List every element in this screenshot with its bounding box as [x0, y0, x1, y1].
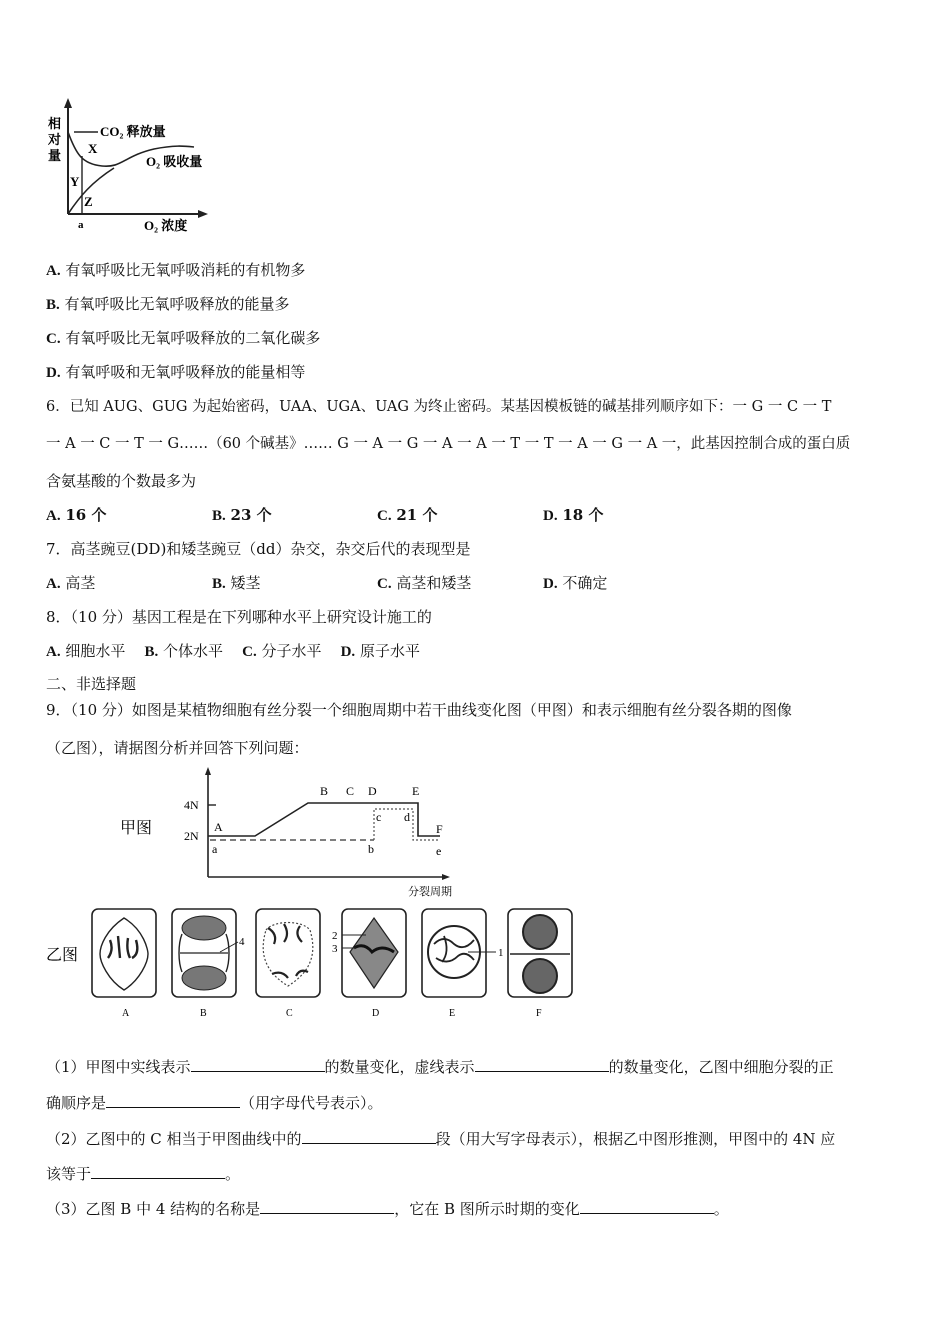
q9-sub1-line1: （1）甲图中实线表示 的数量变化，虚线表示 的数量变化，乙图中细胞分裂的正	[46, 1055, 834, 1077]
q9-stem-line1: 9．（10 分）如图是某植物细胞有丝分裂一个细胞周期中若干曲线变化图（甲图）和表示细胞有丝分裂各期的图像	[46, 701, 792, 719]
y-label-1: 相	[48, 116, 62, 131]
q6-option-d: D. 18 个	[543, 506, 604, 524]
cell-label-c: C	[286, 1008, 293, 1019]
cell-label-e: E	[449, 1008, 456, 1019]
q5-option-b: B. 有氧呼吸比无氧呼吸释放的能量多	[46, 295, 290, 313]
svg-text:B: B	[320, 784, 329, 798]
cell-label-d: D	[372, 1008, 380, 1019]
section-title: 二、非选择题	[46, 675, 137, 693]
yi-title: 乙图	[46, 947, 79, 964]
y-label-3: 量	[48, 148, 62, 163]
marker-1: 1	[498, 947, 504, 959]
label-z: Z	[84, 194, 93, 209]
q7-option-c: C. 高茎和矮茎	[377, 574, 472, 592]
svg-text:d: d	[404, 810, 410, 824]
q8-stem: 8．（10 分）基因工程是在下列哪种水平上研究设计施工的	[46, 608, 432, 626]
cell-label-a: A	[122, 1008, 130, 1019]
svg-text:F: F	[436, 822, 443, 836]
q7-option-d: D. 不确定	[543, 574, 608, 592]
q5-option-a: A. 有氧呼吸比无氧呼吸消耗的有机物多	[46, 261, 306, 279]
q9-sub2-line1: （2）乙图中的 C 相当于甲图曲线中的 段（用大写字母表示），根据乙中图形推测，甲图中的 4N 应	[46, 1127, 835, 1149]
svg-text:c: c	[376, 810, 382, 824]
marker-4: 4	[239, 936, 245, 948]
svg-text:C: C	[346, 784, 355, 798]
q9-sub3-line: （3）乙图 B 中 4 结构的名称是 ，它在 B 图所示时期的变化 。	[46, 1197, 729, 1219]
svg-text:E: E	[412, 784, 420, 798]
q6-stem-line3: 含氨基酸的个数最多为	[46, 472, 197, 490]
svg-text:e: e	[436, 844, 442, 858]
q7-option-a: A. 高茎	[46, 574, 96, 592]
tick-2n: 2N	[184, 829, 199, 843]
y-label-2: 对	[48, 132, 62, 147]
answer-blank-3[interactable]	[106, 1091, 240, 1108]
q7-stem: 7．高茎豌豆(DD)和矮茎豌豆（dd）杂交，杂交后代的表现型是	[46, 540, 471, 558]
q6-option-c: C. 21 个	[377, 506, 438, 524]
co2-curve-label: CO₂ 释放量	[100, 124, 166, 139]
q9-sub2-line2: 该等于 。	[46, 1162, 240, 1184]
q9-sub1-line2: 确顺序是 （用字母代号表示）。	[46, 1091, 383, 1113]
respiration-chart	[44, 96, 224, 236]
q6-stem-line1: 6．已知 AUG、GUG 为起始密码，UAA、UGA、UAG 为终止密码。某基因模板链的碱基排列顺序如下：一 G 一 C 一 T	[46, 399, 832, 415]
q6-option-b: B. 23 个	[212, 506, 272, 524]
jia-figure	[100, 765, 580, 900]
svg-text:b: b	[368, 842, 374, 856]
q7-option-b: B. 矮茎	[212, 574, 261, 592]
q8-options: A. 细胞水平 B. 个体水平 C. 分子水平 D. 原子水平	[46, 642, 420, 660]
o2-curve-label: O₂ 吸收量	[146, 154, 203, 169]
svg-text:D: D	[368, 784, 377, 798]
answer-blank-6[interactable]	[260, 1197, 394, 1214]
marker-2: 2	[332, 930, 338, 942]
svg-text:a: a	[212, 842, 218, 856]
q5-option-c: C. 有氧呼吸比无氧呼吸释放的二氧化碳多	[46, 329, 321, 347]
x-axis-label: O₂ 浓度	[144, 218, 188, 233]
marker-3: 3	[332, 943, 338, 955]
label-y: Y	[70, 174, 80, 189]
answer-blank-5[interactable]	[91, 1162, 225, 1179]
q5-option-d: D. 有氧呼吸和无氧呼吸释放的能量相等	[46, 363, 306, 381]
respiration-figure	[44, 96, 224, 236]
answer-blank-4[interactable]	[302, 1127, 436, 1144]
cell-label-b: B	[200, 1008, 207, 1019]
answer-blank-1[interactable]	[191, 1055, 325, 1072]
jia-title: 甲图	[120, 820, 153, 837]
q6-stem-line2: 一 A 一 C 一 T 一 G……（60 个碱基》…… G 一 A 一 G 一 A 一 A 一 T 一 T 一 A 一 G 一 A 一，此基因控制合成的蛋白质	[46, 436, 851, 452]
answer-blank-7[interactable]	[580, 1197, 714, 1214]
label-x: X	[88, 141, 98, 156]
cell-label-f: F	[536, 1008, 542, 1019]
svg-text:A: A	[214, 820, 223, 834]
q6-option-a: A. 16 个	[46, 506, 107, 524]
yi-figure	[44, 900, 584, 1025]
jia-xlabel: 分裂周期	[408, 886, 452, 898]
tick-4n: 4N	[184, 798, 199, 812]
q9-stem-line2: （乙图），请据图分析并回答下列问题：	[46, 739, 309, 757]
label-a: a	[78, 219, 84, 231]
answer-blank-2[interactable]	[475, 1055, 609, 1072]
